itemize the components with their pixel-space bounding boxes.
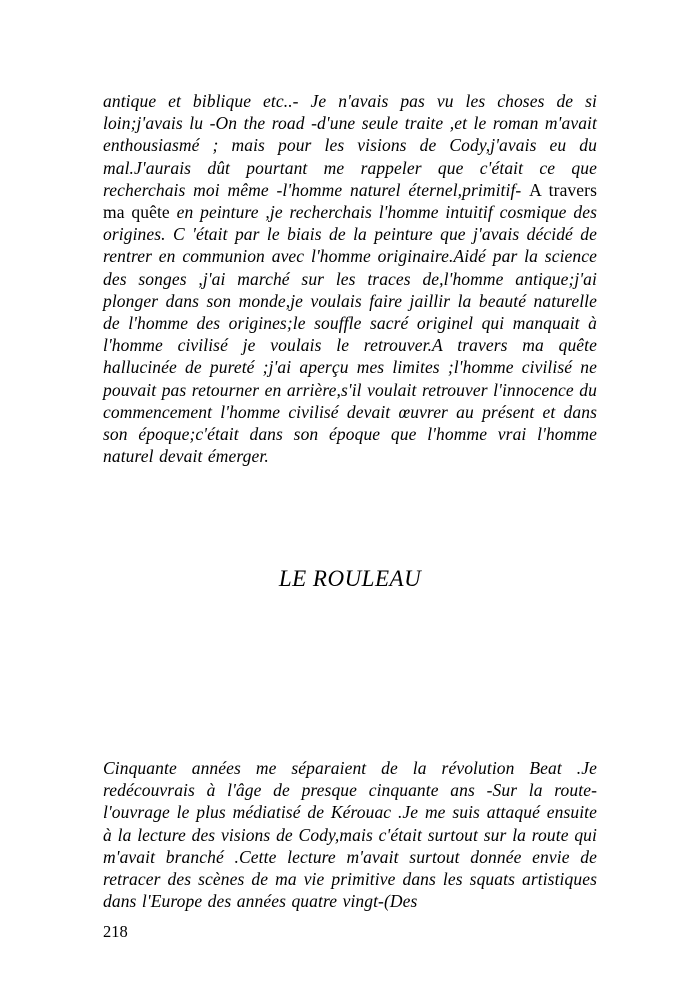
paragraph-top-segment-roman: A travers ma quête	[103, 179, 597, 223]
paragraph-bottom: Cinquante années me séparaient de la révolution Beat .Je redécouvrais à l'âge de presque cinquante ans -Sur la route-l'ouvrage le plus médiatisé de Kérouac .Je me suis attaqué ensuite à la lecture des visions de Cody,mais c'était surtout sur la route qui m'avait branché .Cette lecture m'avait surtout donnée envie de retracer des scènes de ma vie primitive dans les squats artistiques dans l'Europe des années quatre vingt-(Des	[103, 758, 597, 912]
paragraph-top-segment-italic-2: en peinture ,je recherchais l'homme intuitif cosmique des origines. C 'était par le biais de la peinture que j'avais décidé de rentrer en communion avec l'homme originaire.Aidé par la science des songes ,j'ai marché sur les traces de,l'homme antique;j'ai plonger dans son monde,je voulais faire jaillir la beauté naturelle de l'homme des origines;le souffle sacré originel qui manquait à l'homme civilisé je voulais le retrouver.A travers ma quête hallucinée de pureté ;j'ai aperçu mes limites ;l'homme civilisé ne pouvait pas retourner en arrière,s'il voulait retrouver l'innocence du commencement l'homme civilisé devait œuvrer au présent et dans son époque;c'était dans son époque que l'homme vrai l'homme naturel devait émerger.	[103, 202, 597, 467]
paragraph-top	[103, 90, 597, 467]
section-title: LE ROULEAU	[278, 566, 422, 591]
paragraph-top-segment-italic-1: antique et biblique etc..- Je n'avais pas vu les choses de si loin;j'avais lu -On the road -d'une seule traite ,et le roman m'avait enthousiasmé ; mais pour les visions de Cody,j'avais eu du mal.J'aurais dût pourtant me rappeler que c'était ce que recherchais moi même -l'homme naturel éternel,primitif-	[103, 91, 597, 200]
page-number: 218	[103, 922, 128, 941]
